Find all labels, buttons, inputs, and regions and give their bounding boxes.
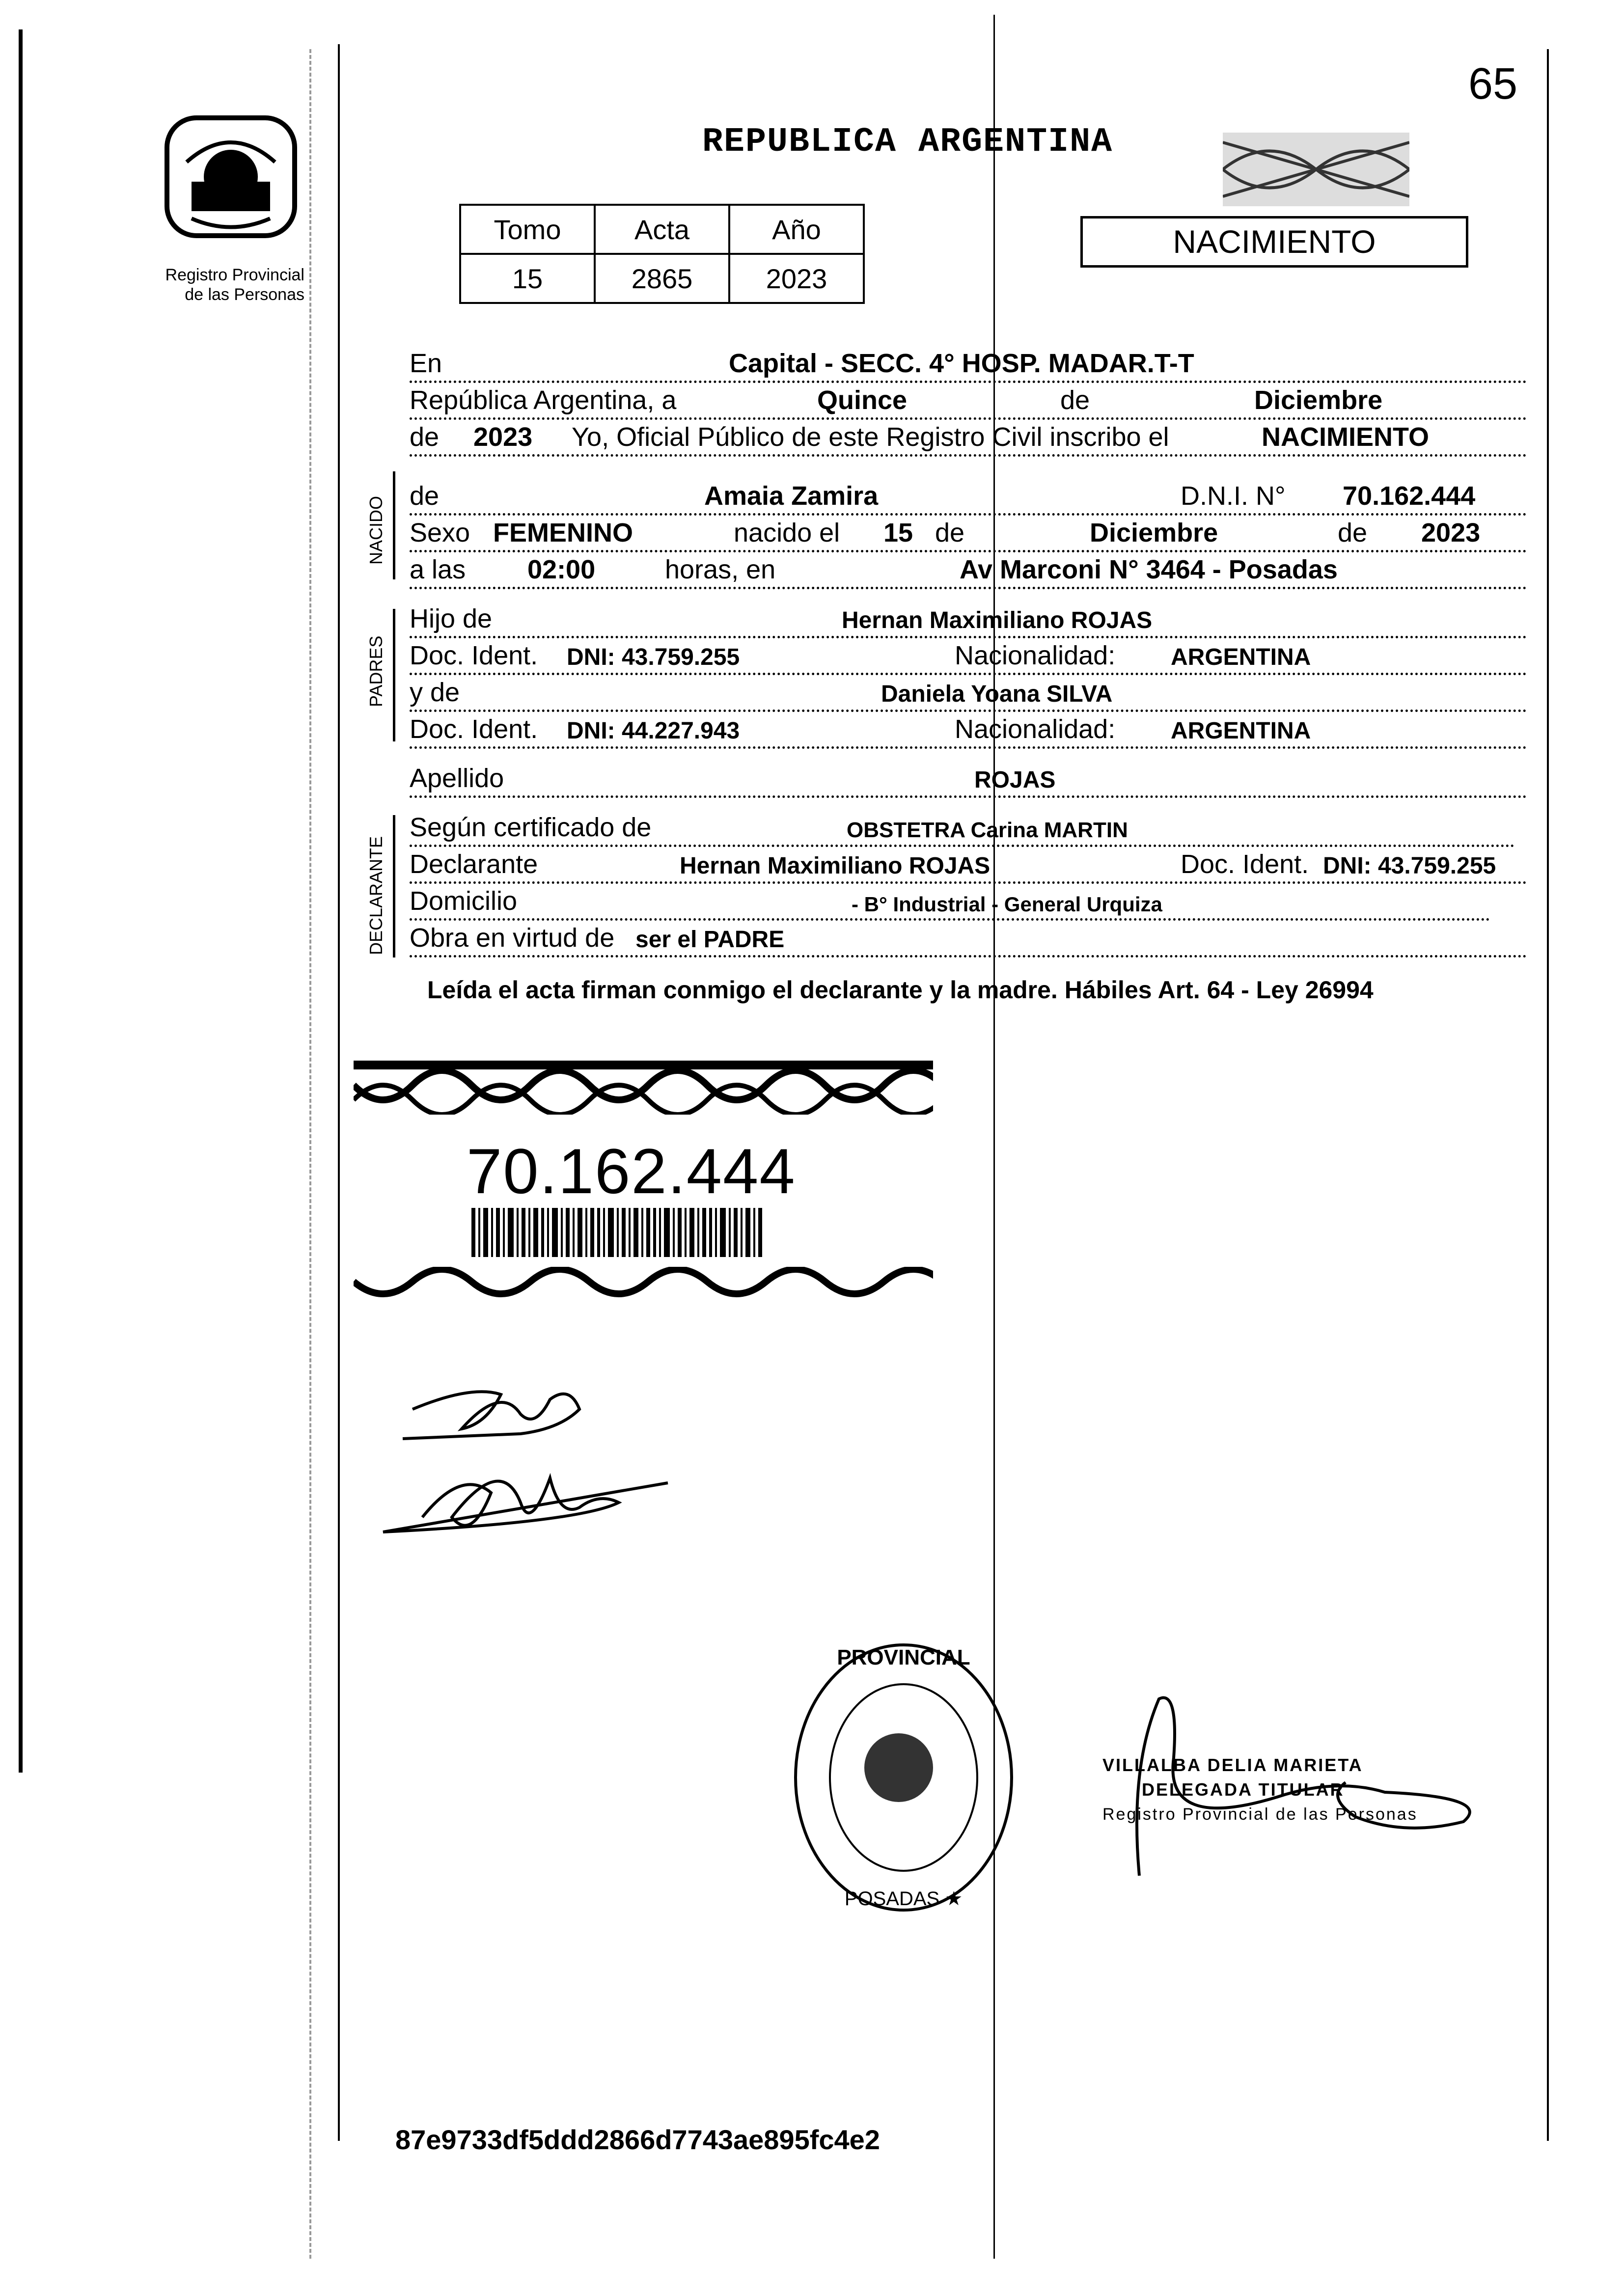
de-label-2: de	[935, 518, 965, 547]
svg-text:POSADAS ★: POSADAS ★	[844, 1888, 963, 1910]
line-hijo-de	[410, 606, 1527, 638]
mother-doc-label: Doc. Ident.	[410, 714, 538, 744]
apellido-value: ROJAS	[974, 767, 1056, 793]
de-label-3: de	[1338, 518, 1368, 547]
record-type-box: NACIMIENTO	[1080, 216, 1468, 268]
horas-label: horas, en	[665, 555, 776, 584]
sexo-value: FEMENINO	[493, 518, 633, 547]
official-stamp	[786, 1630, 1021, 1925]
svg-text:PROVINCIAL: PROVINCIAL	[837, 1645, 970, 1669]
en-value: Capital - SECC. 4° HOSP. MADAR.T-T	[729, 349, 1194, 378]
hijo-de-label: Hijo de	[410, 604, 493, 633]
domicilio-value: - B° Industrial - General Urquiza	[852, 893, 1162, 916]
line-mother-doc	[410, 714, 1527, 749]
en-label: En	[410, 349, 442, 378]
tomo-header: Tomo	[460, 205, 595, 254]
signer-name: VILLALBA DELIA MARIETA	[1102, 1755, 1363, 1775]
birth-month-value: Diciembre	[1090, 518, 1218, 547]
caption-line-2: de las Personas	[185, 285, 304, 304]
sexo-label: Sexo	[410, 518, 470, 547]
de-year-label: de	[410, 422, 440, 452]
line-declarante	[410, 849, 1527, 884]
child-dni-value: 70.162.444	[1343, 481, 1476, 511]
act-type-value: NACIMIENTO	[1262, 422, 1430, 452]
father-doc-value: DNI: 43.759.255	[567, 644, 740, 670]
declarante-bracket	[393, 815, 395, 957]
year-value: 2023	[473, 422, 533, 452]
birth-year-value: 2023	[1421, 518, 1481, 547]
right-border-line	[1547, 49, 1549, 2141]
tomo-value: 15	[460, 254, 595, 303]
line-apellido	[410, 766, 1527, 798]
province-seal-logo	[157, 103, 304, 250]
barcode	[471, 1208, 776, 1257]
record-table	[459, 204, 865, 304]
day-value: Quince	[817, 385, 908, 415]
line-republica	[410, 385, 1527, 420]
domicilio-label: Domicilio	[410, 886, 518, 916]
left-border-line	[338, 44, 340, 2141]
anio-header: Año	[729, 205, 864, 254]
dni-wave-pattern-top	[354, 1061, 933, 1115]
left-margin-bar	[19, 29, 23, 1773]
child-name-value: Amaia Zamira	[704, 481, 879, 511]
padres-bracket	[393, 609, 395, 741]
registrar-stamp	[1102, 1753, 1418, 1827]
record-header-row	[460, 205, 864, 254]
line-nacido-name	[410, 481, 1527, 516]
obra-value: ser el PADRE	[635, 927, 785, 953]
declarante-name-value: Hernan Maximiliano ROJAS	[680, 853, 991, 879]
nacido-bracket	[393, 471, 395, 579]
declarante-doc-value: DNI: 43.759.255	[1323, 853, 1496, 879]
dni-label: D.N.I. N°	[1181, 481, 1286, 511]
a-las-label: a las	[410, 555, 466, 584]
y-de-label: y de	[410, 678, 460, 707]
birth-day-value: 15	[883, 518, 913, 547]
month-value: Diciembre	[1254, 385, 1383, 415]
line-obra	[410, 923, 1527, 957]
declarante-label: DECLARANTE	[366, 836, 386, 955]
declarante-doc-label: Doc. Ident.	[1181, 849, 1309, 879]
line-father-doc	[410, 643, 1527, 675]
line-certificado	[410, 815, 1514, 847]
acta-header: Acta	[595, 205, 729, 254]
anio-value: 2023	[729, 254, 864, 303]
obra-label: Obra en virtud de	[410, 923, 615, 953]
de-label: de	[1060, 385, 1090, 415]
page-number: 65	[1468, 59, 1518, 109]
cert-label: Según certificado de	[410, 813, 652, 842]
father-doc-label: Doc. Ident.	[410, 641, 538, 670]
declarant-signature	[373, 1355, 678, 1561]
mother-doc-value: DNI: 44.227.943	[567, 718, 740, 744]
republica-label: República Argentina, a	[410, 385, 677, 415]
dashed-margin	[309, 49, 311, 2259]
mother-name-value: Daniela Yoana SILVA	[881, 681, 1113, 707]
registry-caption	[138, 265, 304, 304]
line-y-de	[410, 680, 1527, 712]
acta-value: 2865	[595, 254, 729, 303]
caption-line-1: Registro Provincial	[165, 266, 304, 284]
closing-text: Leída el acta firman conmigo el declarante y la madre. Hábiles Art. 64 - Ley 26994	[427, 976, 1374, 1004]
document-hash: 87e9733df5ddd2866d7743ae895fc4e2	[395, 2124, 880, 2155]
nacido-el-label: nacido el	[734, 518, 840, 547]
line-sexo	[410, 520, 1527, 552]
dni-wave-pattern-bottom	[354, 1267, 933, 1306]
line-domicilio	[410, 886, 1490, 921]
father-nat-value: ARGENTINA	[1171, 644, 1311, 670]
mother-nat-label: Nacionalidad:	[955, 714, 1116, 744]
dni-label-number: 70.162.444	[467, 1135, 796, 1207]
security-pattern	[1223, 133, 1409, 206]
nacido-label: NACIDO	[366, 495, 386, 565]
signer-org: Registro Provincial de las Personas	[1102, 1805, 1418, 1824]
cert-value: OBSTETRA Carina MARTIN	[847, 818, 1128, 842]
signer-role: DELEGADA TITULAR	[1142, 1779, 1345, 1800]
apellido-label: Apellido	[410, 764, 504, 793]
birth-place-value: Av Marconi N° 3464 - Posadas	[960, 555, 1338, 584]
line-hora	[410, 557, 1527, 589]
document-title: REPUBLICA ARGENTINA	[702, 123, 1113, 162]
nacido-de-label: de	[410, 481, 440, 511]
mother-nat-value: ARGENTINA	[1171, 718, 1311, 744]
record-value-row	[460, 254, 864, 303]
declarante-name-label: Declarante	[410, 849, 538, 879]
time-value: 02:00	[527, 555, 596, 584]
father-nat-label: Nacionalidad:	[955, 641, 1116, 670]
padres-label: PADRES	[366, 635, 386, 707]
father-name-value: Hernan Maximiliano ROJAS	[842, 607, 1153, 633]
line-en	[410, 351, 1527, 383]
oficial-text: Yo, Oficial Público de este Registro Civil inscribo el	[572, 422, 1169, 452]
line-oficial	[410, 422, 1527, 457]
